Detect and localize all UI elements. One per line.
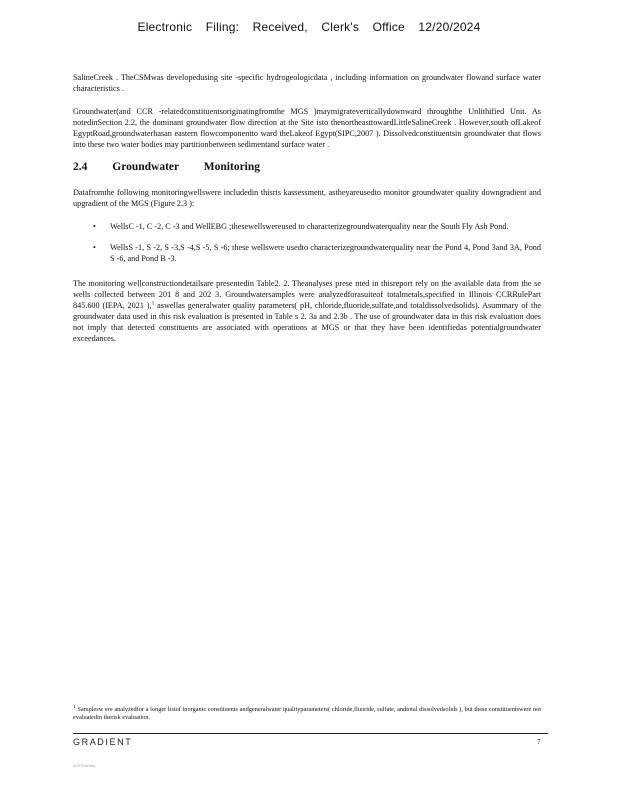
footnote-text: Samplesw ere analyzedfor a longer listof inorganic constituents andgeneralwater qualityparameters( chloride,fluoride, sulfate, andtotal dissolvedsolids ), but these constituentswere not evaluatedin therisk evaluation.: [73, 706, 541, 721]
document-code: K22704e4ss: [73, 763, 96, 768]
document-body: [73, 72, 541, 356]
paragraph-monitoring-wells: Datafromthe following monitoringwellswere includedin thisris kassessment, astheyareusedto monitor groundwater quality downgradient and upgradient of the MGS (Figure 2.3 ):: [73, 188, 541, 208]
paragraph-text-a: The monitoring wellconstructiondetailsare presentedin Table2. 2. Theanalyses prese nted in thisreport rely on the available data from the se wells collected between 201 8 and 202 3. Groundwatersamples were analyzedforasuiteof totalmetals,specified in Illinois CCRRulePart 845.600 (IEPA, 2021 ),: [73, 279, 541, 310]
list-item-s-wells: • WellsS -1, S -2, S -3,S -4,S -5, S -6; these wellswere usedto characterizegroundwaterquality near the Pond 4, Pond 3and 3A, Pond S -6, and Pond B -3.: [110, 242, 541, 264]
paragraph-construction-details: [73, 278, 541, 344]
footnote-mark: 1: [73, 703, 76, 710]
section-number: 2.4: [73, 161, 88, 173]
page-number: 7: [537, 738, 541, 746]
section-heading: [73, 162, 541, 173]
footnote: [73, 703, 541, 722]
section-title: Groundwater Monitoring: [112, 161, 261, 173]
list-item-c-wells: • WellsC -1, C -2, C -3 and WellEBG ;thesewellswereused to characterizegroundwaterquality near the South Fly Ash Pond.: [110, 221, 541, 232]
footer-divider: [73, 733, 548, 734]
filing-header: Electronic Filing: Received, Clerk's Office 12/20/2024: [137, 20, 481, 34]
paragraph-groundwater-flow: Groundwater(and CCR -relatedconstituentsoriginatingfromthe MGS )maymigrateverticallydownward throughthe Unlithified Unit. As notedinSection 2.2, the dominant groundwater flow direction at the Site isto thenortheasttowardLittleSalineCreek . However,south ofLakeof EgyptRoad,groundwaterhasan eastern flowcomponentto ward theLakeof Egypt(SIPC,2007 ). Dissolvedconstituentsin groundwater that flows into these two water bodies may partitionbetween sedimentand surface water .: [73, 107, 541, 149]
footnote-reference: 1: [151, 300, 155, 307]
paragraph-text-b: aswellas generalwater quality parameters( pH, chloride,fluoride,sulfate,and totaldissolvedsolids). Asummary of the groundwater data used in this risk evaluation is presented in Table s 2. 3a and 2.3b . The use of groundwater data in this risk evaluation does not imply that detected constituents are associated with operations at MGS or that they have been identifiedas potentialgroundwater exceedances.: [73, 301, 541, 343]
well-list: [73, 221, 541, 264]
paragraph-csm: SalineCreek . TheCSMwas developedusing site -specific hydrogeologicdata , including information on groundwater flowand surface water characteristics .: [73, 73, 541, 93]
company-logo: GRADIENT: [73, 737, 133, 747]
